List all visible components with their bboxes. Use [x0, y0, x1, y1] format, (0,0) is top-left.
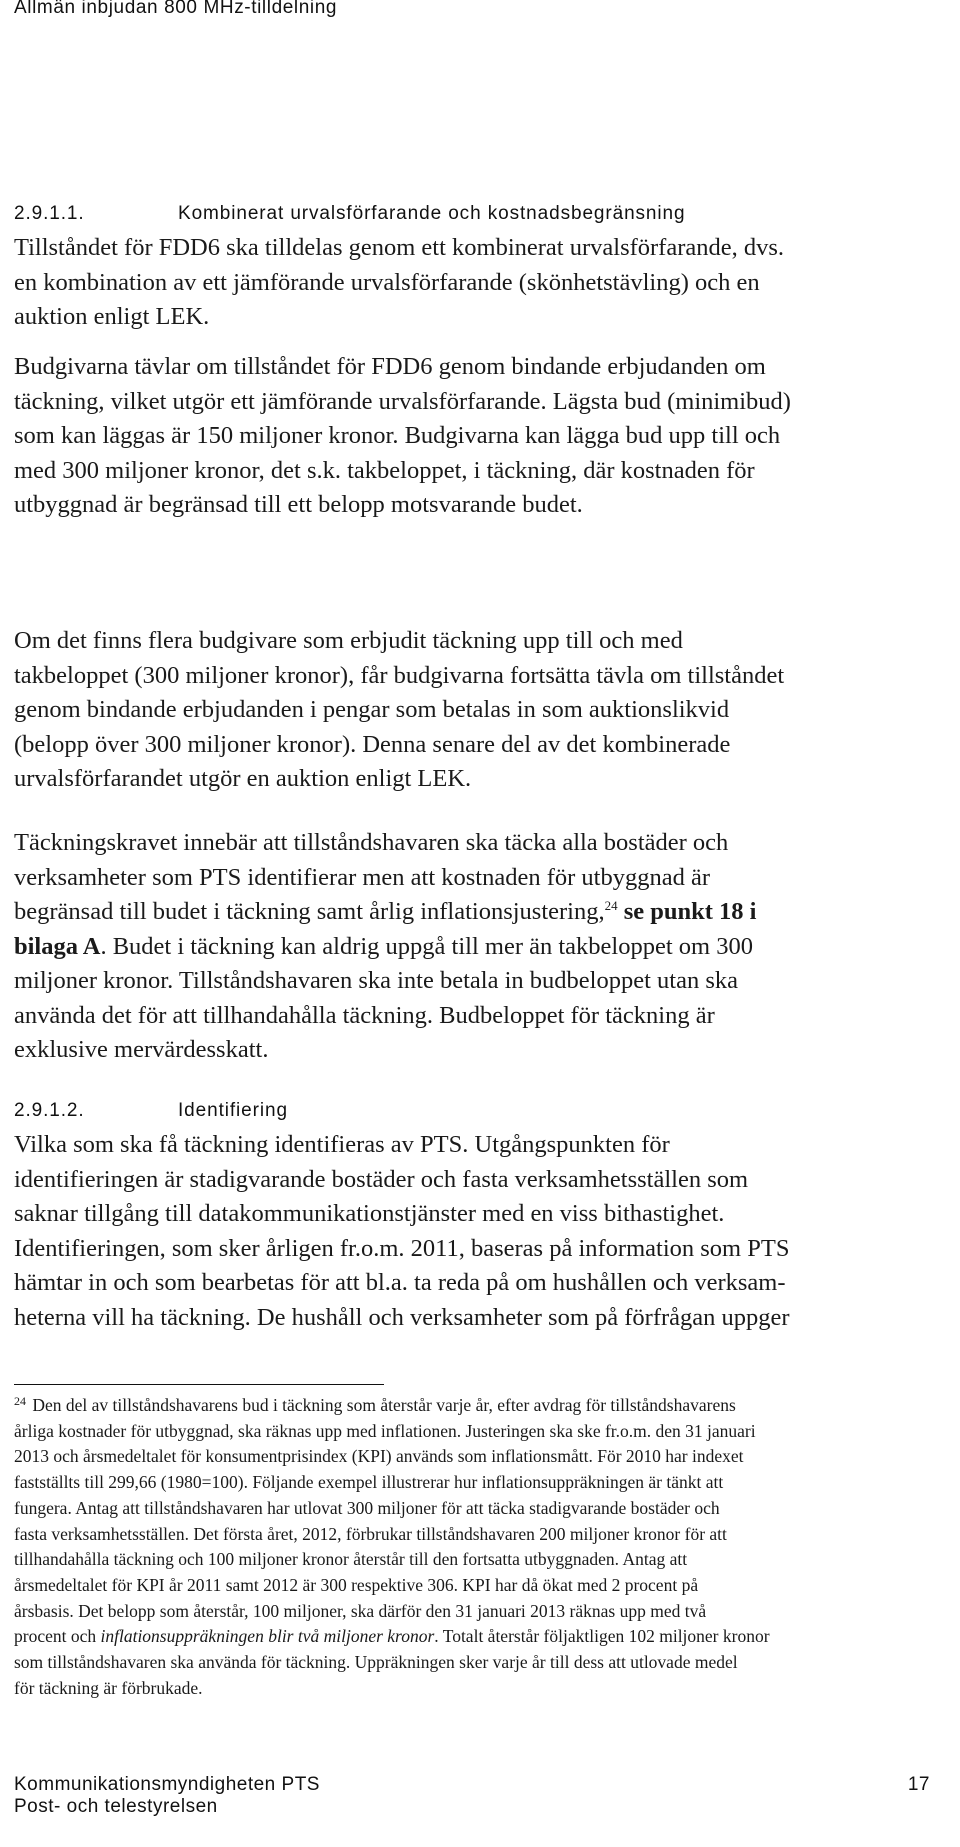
text-line: genom bindande erbjudanden i pengar som betalas in som auktionslikvid: [14, 696, 730, 723]
footer-organization: Kommunikationsmyndigheten PTS: [14, 1774, 320, 1795]
paragraph-budgivning: [14, 350, 954, 523]
section-heading-kombinerat: [14, 203, 685, 225]
footer-organization-secondary: Post- och telestyrelsen: [14, 1796, 218, 1817]
text-line: fastställts till 299,66 (1980=100). Följande exempel illustrerar hur inflationsuppräkningen är tänkt att: [14, 1472, 724, 1493]
text-run: Den del av tillståndshavarens bud i täckning som återstår varje år, efter avdrag för tillståndshavarens: [32, 1395, 736, 1415]
text-line: saknar tillgång till datakommunikationstjänster med en viss bithastighet.: [14, 1200, 725, 1227]
text-line: hämtar in och som bearbetas för att bl.a. ta reda på om hushållen och verksam-: [14, 1269, 786, 1296]
text-run: . Budet i täckning kan aldrig uppgå till mer än takbeloppet om 300: [100, 932, 753, 960]
text-line: utbyggnad är begränsad till ett belopp motsvarande budet.: [14, 491, 583, 518]
paragraph-tilldelning: [14, 231, 954, 335]
text-line: 2013 och årsmedeltalet för konsumentprisindex (KPI) används som inflationsmått. För 2010 har indexet: [14, 1446, 744, 1467]
text-line: [14, 895, 954, 930]
cross-reference-bold: bilaga A: [14, 932, 101, 960]
text-line: miljoner kronor. Tillståndshavaren ska inte betala in budbeloppet utan ska: [14, 967, 738, 994]
page-footer: [14, 1774, 930, 1818]
text-line: Om det finns flera budgivare som erbjudit täckning upp till och med: [14, 627, 683, 654]
cross-reference-bold: se punkt 18 i: [623, 898, 757, 925]
text-line: [14, 930, 954, 965]
section-title: Kombinerat urvalsförfarande och kostnadsbegränsning: [178, 203, 686, 224]
text-run: procent och: [14, 1626, 101, 1647]
text-line: urvalsförfarandet utgör en auktion enligt LEK.: [14, 765, 472, 792]
text-line: årsbasis. Det belopp som återstår, 100 miljoner, ska därför den 31 januari 2013 räknas upp med två: [14, 1600, 707, 1621]
text-line: årsmedeltalet för KPI år 2011 samt 2012 är 300 respektive 306. KPI har då ökat med 2 procent på: [14, 1574, 699, 1595]
text-line: exklusive mervärdesskatt.: [14, 1036, 269, 1063]
text-line: för täckning är förbrukade.: [14, 1677, 203, 1698]
text-line: fasta verksamhetsställen. Det första året, 2012, förbrukar tillståndshavaren 200 miljoner kronor för att: [14, 1523, 727, 1544]
section-number: 2.9.1.2.: [14, 1100, 85, 1121]
footnote-24: [14, 1393, 954, 1701]
text-line: Budgivarna tävlar om tillståndet för FDD6 genom bindande erbjudanden om: [14, 353, 766, 380]
text-line: årliga kostnader för utbyggnad, ska räknas upp med inflationen. Justeringen ska ske fr.o.m. den 31 januari: [14, 1420, 756, 1441]
text-line: som tillståndshavaren ska använda för täckning. Uppräkningen sker varje år till dess att utlovade medel: [14, 1652, 738, 1673]
section-title: Identifiering: [178, 1100, 288, 1121]
text-line: Vilka som ska få täckning identifieras av PTS. Utgångspunkten för: [14, 1131, 670, 1158]
page-number: 17: [907, 1774, 930, 1795]
text-line: Tillståndet för FDD6 ska tilldelas genom ett kombinerat urvalsförfarande, dvs.: [14, 234, 785, 261]
footnote-reference[interactable]: 24: [604, 898, 618, 913]
text-line: en kombination av ett jämförande urvalsförfarande (skönhetstävling) och en: [14, 268, 760, 296]
text-line: med 300 miljoner kronor, det s.k. takbeloppet, i täckning, där kostnaden för: [14, 456, 755, 484]
section-number: 2.9.1.1.: [14, 203, 85, 224]
text-line: verksamheter som PTS identifierar men att kostnaden för utbyggnad är: [14, 863, 711, 891]
text-line: använda det för att tillhandahålla täckning. Budbeloppet för täckning är: [14, 1001, 715, 1029]
paragraph-tackningskrav: [14, 826, 954, 1068]
running-header: Allmän inbjudan 800 MHz-tilldelning: [14, 0, 338, 18]
text-line: [14, 1393, 954, 1419]
footnote-mark: 24: [14, 1394, 26, 1408]
text-line: auktion enligt LEK.: [14, 303, 210, 330]
paragraph-auktion: [14, 624, 954, 797]
text-line: tillhandahålla täckning och 100 miljoner kronor återstår till den fortsatta utbyggnaden. Antag att: [14, 1549, 688, 1570]
section-heading-identifiering: [14, 1100, 288, 1122]
footnote-separator: [14, 1384, 384, 1385]
paragraph-identifiering: [14, 1128, 954, 1335]
text-line: som kan läggas är 150 miljoner kronor. Budgivarna kan lägga bud upp till och: [14, 422, 781, 449]
text-line: Täckningskravet innebär att tillståndshavaren ska täcka alla bostäder och: [14, 829, 729, 856]
text-line: Identifieringen, som sker årligen fr.o.m. 2011, baseras på information som PTS: [14, 1234, 790, 1262]
text-line: heterna vill ha täckning. De hushåll och verksamheter som på förfrågan uppger: [14, 1303, 790, 1331]
text-line: fungera. Antag att tillståndshavaren har utlovat 300 miljoner för att täcka stadigvarande bostäder och: [14, 1497, 720, 1518]
text-line: identifieringen är stadigvarande bostäder och fasta verksamhetsställen som: [14, 1165, 749, 1193]
text-run: . Totalt återstår följaktligen 102 miljoner kronor: [434, 1626, 770, 1647]
text-line: [14, 1624, 954, 1650]
text-line: (belopp över 300 miljoner kronor). Denna senare del av det kombinerade: [14, 730, 731, 758]
text-line: täckning, vilket utgör ett jämförande urvalsförfarande. Lägsta bud (minimibud): [14, 387, 791, 415]
text-run: begränsad till budet i täckning samt årlig inflationsjustering,: [14, 898, 605, 925]
italic-text: inflationsuppräkningen blir två miljoner kronor: [100, 1626, 435, 1647]
text-line: takbeloppet (300 miljoner kronor), får budgivarna fortsätta tävla om tillståndet: [14, 661, 785, 689]
